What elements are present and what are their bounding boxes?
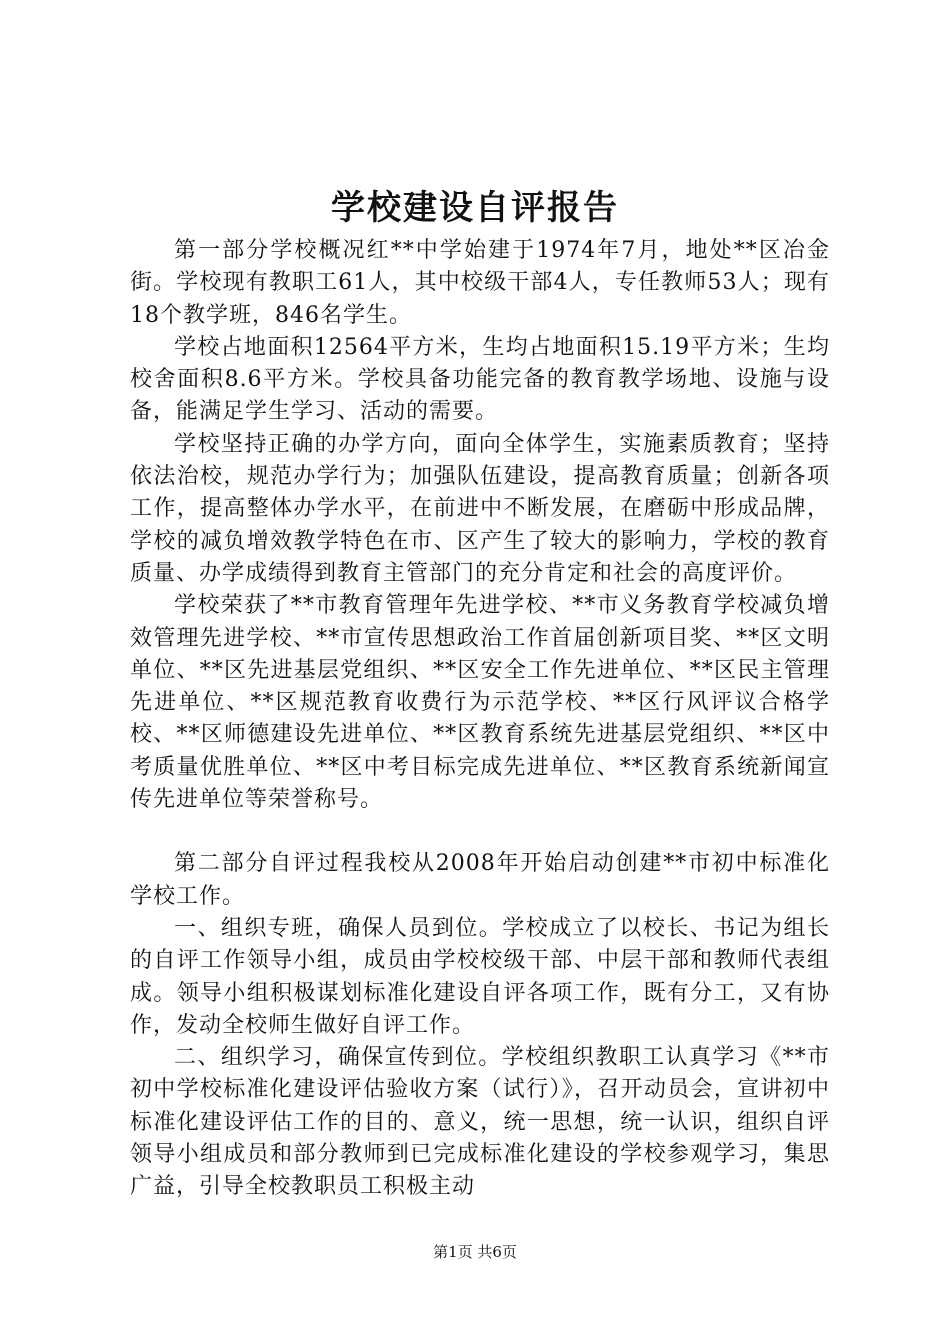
paragraph-honors: 学校荣获了**市教育管理年先进学校、**市义务教育学校减负增效管理先进学校、**市宣传思想政治工作首届创新项目奖、**区文明单位、**区先进基层党组织、**区安全工作先进单位、**区民主管理先进单位、**区规范教育收费行为示范学校、**区行风评议合格学校、**区师德建设先进单位、**区教育系统先进基层党组织、**区中考质量优胜单位、**区中考目标完成先进单位、**区教育系统新闻宣传先进单位等荣誉称号。	[130, 593, 830, 813]
paragraph-organize-team: 一、组织专班，确保人员到位。学校成立了以校长、书记为组长的自评工作领导小组，成员由学校校级干部、中层干部和教师代表组成。领导小组积极谋划标准化建设自评各项工作，既有分工，又有协作，发动全校师生做好自评工作。	[130, 915, 830, 1038]
paragraph-campus-area: 学校占地面积12564平方米，生均占地面积15.19平方米；生均校舍面积8.6平方米。学校具备功能完备的教育教学场地、设施与设备，能满足学生学习、活动的需要。	[130, 334, 830, 425]
page-footer: 第1页 共6页	[433, 1243, 517, 1261]
paragraph-organize-study: 二、组织学习，确保宣传到位。学校组织教职工认真学习《**市初中学校标准化建设评估验收方案（试行）》，召开动员会，宣讲初中标准化建设评估工作的目的、意义，统一思想，统一认识，组织自评领导小组成员和部分教师到已完成标准化建设的学校参观学习，集思广益，引导全校教职员工积极主动	[130, 1045, 830, 1200]
document-body	[130, 235, 830, 1204]
paragraph-evaluation-process: 第二部分自评过程我校从2008年开始启动创建**市初中标准化学校工作。	[130, 851, 830, 909]
document-title: 学校建设自评报告	[331, 188, 619, 228]
paragraph-school-overview: 第一部分学校概况红**中学始建于1974年7月，地处**区冶金街。学校现有教职工61人，其中校级干部4人，专任教师53人；现有18个教学班，846名学生。	[130, 238, 830, 328]
section-spacer	[130, 816, 830, 848]
paragraph-school-philosophy: 学校坚持正确的办学方向，面向全体学生，实施素质教育；坚持依法治校，规范办学行为；加强队伍建设，提高教育质量；创新各项工作，提高整体办学水平，在前进中不断发展，在磨砺中形成品牌，学校的减负增效教学特色在市、区产生了较大的影响力，学校的教育质量、办学成绩得到教育主管部门的充分肯定和社会的高度评价。	[130, 431, 830, 586]
